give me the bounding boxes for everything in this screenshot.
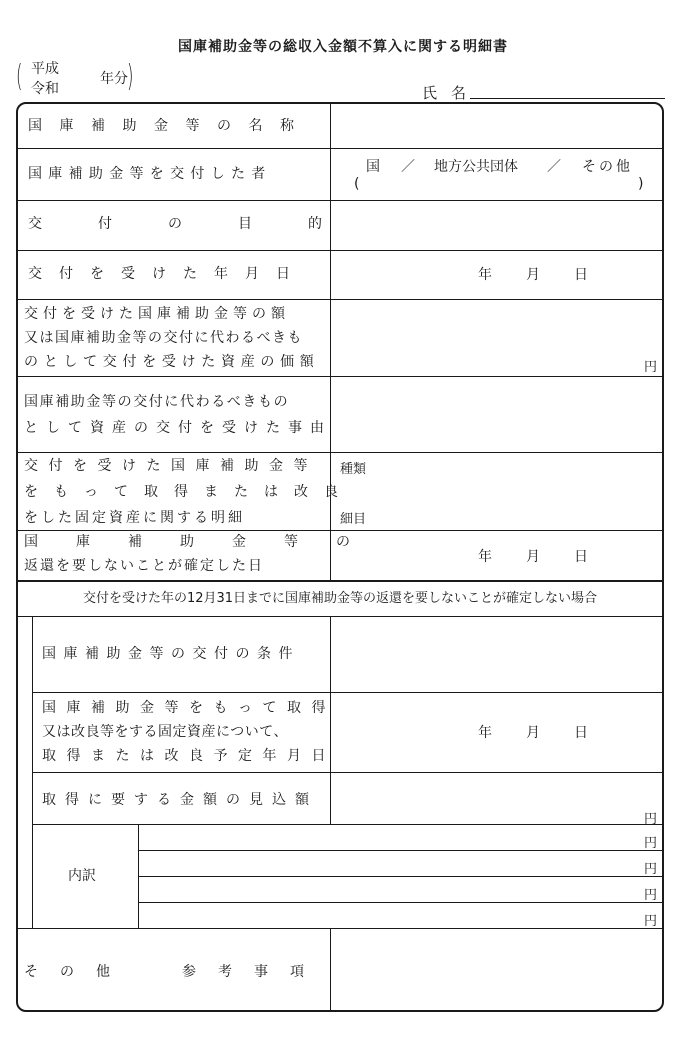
divider	[18, 928, 662, 929]
conditions-field[interactable]	[332, 618, 660, 692]
divider	[138, 850, 662, 851]
divider	[32, 772, 662, 773]
page-title: 国庫補助金等の総収入金額不算入に関する明細書	[178, 39, 508, 55]
grantor-option-local-government[interactable]: 地方公共団体	[434, 159, 518, 175]
subsidy-name-field[interactable]	[332, 105, 660, 147]
asset-detail-label: 細目	[340, 512, 367, 527]
breakdown-yen-unit: 円	[644, 888, 658, 903]
purpose-field[interactable]	[332, 202, 660, 250]
row-label-amount-2: 又は国庫補助金等の交付に代わるべきも	[24, 330, 303, 346]
divider	[18, 250, 662, 251]
divider	[18, 616, 662, 617]
estimated-cost-yen-unit: 円	[644, 812, 658, 827]
breakdown-yen-unit: 円	[644, 836, 658, 851]
row-label-grantor: 国庫補助金等を交付した者	[28, 166, 272, 182]
row-label-reason-2: として資産の交付を受けた事由	[24, 420, 332, 436]
era-reiwa: 令和	[31, 81, 59, 97]
row-label-planned-date-1: 国庫補助金等をもって取得	[42, 700, 336, 716]
name-field[interactable]	[470, 98, 665, 99]
era-open-paren: (	[16, 59, 23, 94]
grantor-close-paren: )	[638, 176, 644, 192]
row-label-purpose: 交付の目的	[28, 216, 378, 232]
section-header: 交付を受けた年の12月31日までに国庫補助金等の返還を要しないことが確定しない場合	[82, 591, 598, 606]
row-label-reason-1: 国庫補助金等の交付に代わるべきもの	[24, 394, 290, 410]
other-notes-label-2: 参考事項	[182, 964, 326, 980]
name-label: 氏名	[422, 84, 481, 102]
breakdown-label: 内訳	[68, 868, 96, 884]
column-divider	[330, 104, 331, 580]
grantor-sep: ／	[547, 159, 561, 175]
row-label-fixed-assets-3: をした固定資産に関する明細	[24, 510, 245, 526]
divider	[18, 580, 662, 582]
asset-kind-label: 種類	[340, 462, 367, 477]
grantor-option-other[interactable]: その他	[582, 159, 633, 175]
planned-date-day: 日	[574, 725, 588, 741]
row-label-grant-date: 交付を受けた年月日	[28, 266, 307, 282]
era-heisei: 平成	[31, 61, 59, 77]
row-label-planned-date-2: 又は改良等をする固定資産について、	[42, 724, 288, 740]
row-label-fixed-assets-1: 交付を受けた国庫補助金等	[24, 458, 318, 474]
row-label-conditions: 国庫補助金等の交付の条件	[42, 646, 300, 662]
other-notes-field[interactable]	[332, 930, 660, 1012]
row-label-subsidy-name	[28, 114, 318, 138]
era-close-paren: )	[127, 59, 134, 94]
row-label-fixed-assets-2: をもって取得または改良	[24, 484, 354, 500]
divider	[18, 299, 662, 300]
column-divider	[330, 616, 331, 824]
divider	[32, 692, 662, 693]
divider	[138, 876, 662, 877]
amount-yen-unit: 円	[644, 360, 658, 375]
column-divider	[330, 928, 331, 1012]
reason-field[interactable]	[332, 378, 660, 452]
grant-date-year: 年	[478, 267, 492, 283]
divider	[18, 148, 662, 149]
row-label-confirmed-date-2: 返還を要しないことが確定した日	[24, 558, 264, 574]
divider	[18, 376, 662, 377]
form-frame	[16, 102, 664, 1012]
divider	[138, 902, 662, 903]
confirmed-date-month: 月	[526, 549, 540, 565]
label-text: 国庫補助金等の名称	[28, 118, 312, 134]
divider	[18, 452, 662, 453]
breakdown-yen-unit: 円	[644, 914, 658, 929]
row-label-confirmed-date-1: 国庫補助金等の	[24, 534, 388, 550]
confirmed-date-day: 日	[574, 549, 588, 565]
other-notes-label-1: その他	[24, 964, 132, 980]
breakdown-divider	[138, 824, 139, 928]
row-label-estimated-cost: 取得に要する金額の見込額	[42, 792, 318, 808]
row-label-planned-date-3: 取得または改良予定年月日	[42, 748, 336, 764]
grantor-open-paren: (	[354, 176, 360, 192]
indent-divider	[32, 616, 33, 928]
breakdown-yen-unit: 円	[644, 862, 658, 877]
divider	[32, 824, 662, 825]
planned-date-month: 月	[526, 725, 540, 741]
grantor-option-kuni[interactable]: 国	[366, 159, 380, 175]
row-label-amount-1: 交付を受けた国庫補助金等の額	[24, 306, 290, 322]
era-year-suffix: 年分	[100, 71, 128, 87]
planned-date-year: 年	[478, 725, 492, 741]
grant-date-day: 日	[574, 267, 588, 283]
grant-date-month: 月	[526, 267, 540, 283]
grantor-sep: ／	[401, 159, 415, 175]
divider	[18, 200, 662, 201]
row-label-amount-3: のとして交付を受けた資産の価額	[24, 354, 320, 370]
confirmed-date-year: 年	[478, 549, 492, 565]
